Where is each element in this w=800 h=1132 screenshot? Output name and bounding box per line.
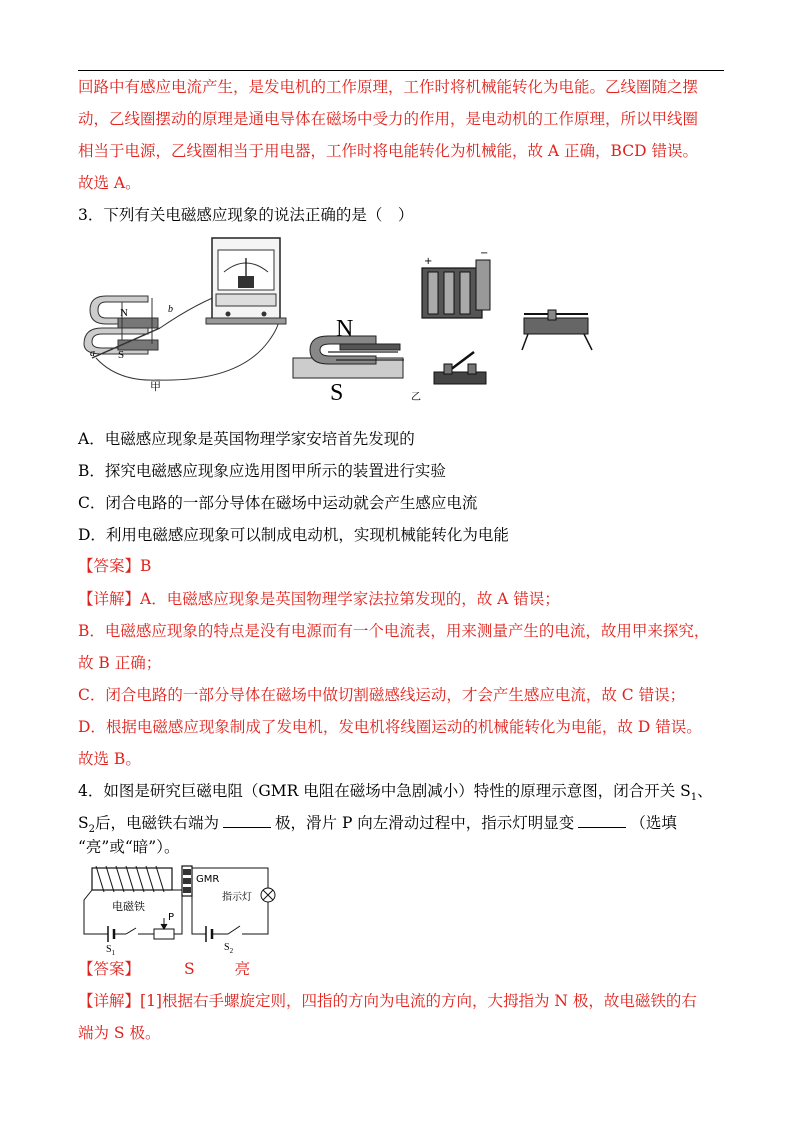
q2-conclusion: 故选 A。 <box>78 174 141 192</box>
horseshoe-magnet-yi <box>293 336 404 378</box>
q3-answer <box>78 555 151 577</box>
label-yi: 乙 <box>411 392 421 403</box>
q3-option-c: C．闭合电路的一部分导体在磁场中运动就会产生感应电流 <box>78 494 478 512</box>
q4-stem-line-1 <box>78 780 713 809</box>
label-a: a <box>90 348 95 359</box>
label-b: b <box>168 304 173 315</box>
label-jia: 甲 <box>150 381 161 393</box>
q4-stem-b-1: 后，电磁铁右端为 <box>95 814 220 832</box>
q4-detail-1: [1]根据右手螺旋定则，四指的方向为电流的方向，大拇指为 N 极，故电磁铁的右 <box>140 992 697 1010</box>
battery-pack <box>422 260 490 318</box>
label-N-yi: N <box>336 316 354 342</box>
q3-detail-c: C．闭合电路的一部分导体在磁场中做切割磁感线运动，才会产生感应电流，故 C 错误； <box>78 686 686 704</box>
battery-plus: + <box>424 256 433 267</box>
gmr-label: GMR <box>196 874 220 885</box>
q4-stem-b-sub: 2 <box>88 824 95 836</box>
q3-answer-label: 【答案】 <box>78 557 141 575</box>
q2-detail-line-1: 回路中有感应电流产生，是发电机的工作原理，工作时将机械能转化为电能。乙线圈随之摆 <box>78 78 699 96</box>
q3-conclusion: 故选 B。 <box>78 750 141 768</box>
q4-answer-label: 【答案】 <box>78 960 141 978</box>
label-S-yi: S <box>330 380 344 406</box>
q2-detail-line-2: 动，乙线圈摆动的原理是通电导体在磁场中受力的作用，是电动机的工作原理，所以甲线圈 <box>78 110 699 128</box>
q4-stem-line-3: “亮”或“暗”）。 <box>78 838 180 856</box>
q4-answer-2: 亮 <box>234 960 251 978</box>
q3-answer-value: B <box>140 557 152 575</box>
q3-stem: 3．下列有关电磁感应现象的说法正确的是（ ） <box>78 206 414 224</box>
q3-option-a: A．电磁感应现象是英国物理学家安培首先发现的 <box>78 430 415 448</box>
galvanometer <box>206 238 286 324</box>
q4-stem-a: 4．如图是研究巨磁电阻（GMR 电阻在磁场中急剧减小）特性的原理示意图，闭合开关 S <box>78 782 691 800</box>
q3-figure <box>78 232 618 412</box>
q4-stem-a-end: 、 <box>697 782 713 800</box>
q3-detail-label: 【详解】 <box>78 590 141 608</box>
q3-detail-a <box>78 588 560 610</box>
q4-circuit-figure <box>78 862 288 957</box>
q4-blank-2 <box>578 813 626 828</box>
q3-detail-a-text: A．电磁感应现象是英国物理学家法拉第发现的，故 A 错误； <box>140 590 560 608</box>
q4-stem-b-3: （选填 <box>630 814 677 832</box>
q4-detail-label: 【详解】 <box>78 992 141 1010</box>
knife-switch <box>434 352 486 384</box>
q4-detail-line-2: 端为 S 极。 <box>78 1024 161 1042</box>
indicator-lamp-label: 指示灯 <box>222 892 252 903</box>
q4-detail-line-1 <box>78 990 697 1012</box>
q4-answer <box>78 958 250 980</box>
q3-option-d: D．利用电磁感应现象可以制成电动机，实现机械能转化为电能 <box>78 526 509 544</box>
q3-detail-d: D．根据电磁感应现象制成了发电机，发电机将线圈运动的机械能转化为电能，故 D 错误。 <box>78 718 702 736</box>
q2-detail-line-3: 相当于电源，乙线圈相当于用电器，工作时将电能转化为机械能，故 A 正确，BCD 错误。 <box>78 142 698 160</box>
q3-detail-b-2: 故 B 正确； <box>78 654 162 672</box>
q4-stem-a-sub: 1 <box>690 792 698 804</box>
slider-p-label: P <box>168 912 175 923</box>
q3-option-b: B．探究电磁感应现象应选用图甲所示的装置进行实验 <box>78 462 446 480</box>
electromagnet-label: 电磁铁 <box>112 900 145 913</box>
q3-detail-b-1: B．电磁感应现象的特点是没有电源而有一个电流表，用来测量产生的电流，故用甲来探究， <box>78 622 710 640</box>
s2-label: $S_2$ <box>224 942 234 955</box>
q4-blank-1 <box>223 813 271 828</box>
s1-label: $S_1$ <box>106 944 116 957</box>
header-rule <box>78 70 724 71</box>
q4-stem-b-s: S <box>78 814 89 832</box>
q4-stem-b-2: 极，滑片 P 向左滑动过程中，指示灯明显变 <box>275 814 575 832</box>
rheostat <box>522 310 592 350</box>
q4-answer-1: S <box>184 960 195 978</box>
label-N-jia: N <box>120 307 128 319</box>
label-S-jia: S <box>118 349 125 361</box>
battery-minus: − <box>480 248 489 259</box>
